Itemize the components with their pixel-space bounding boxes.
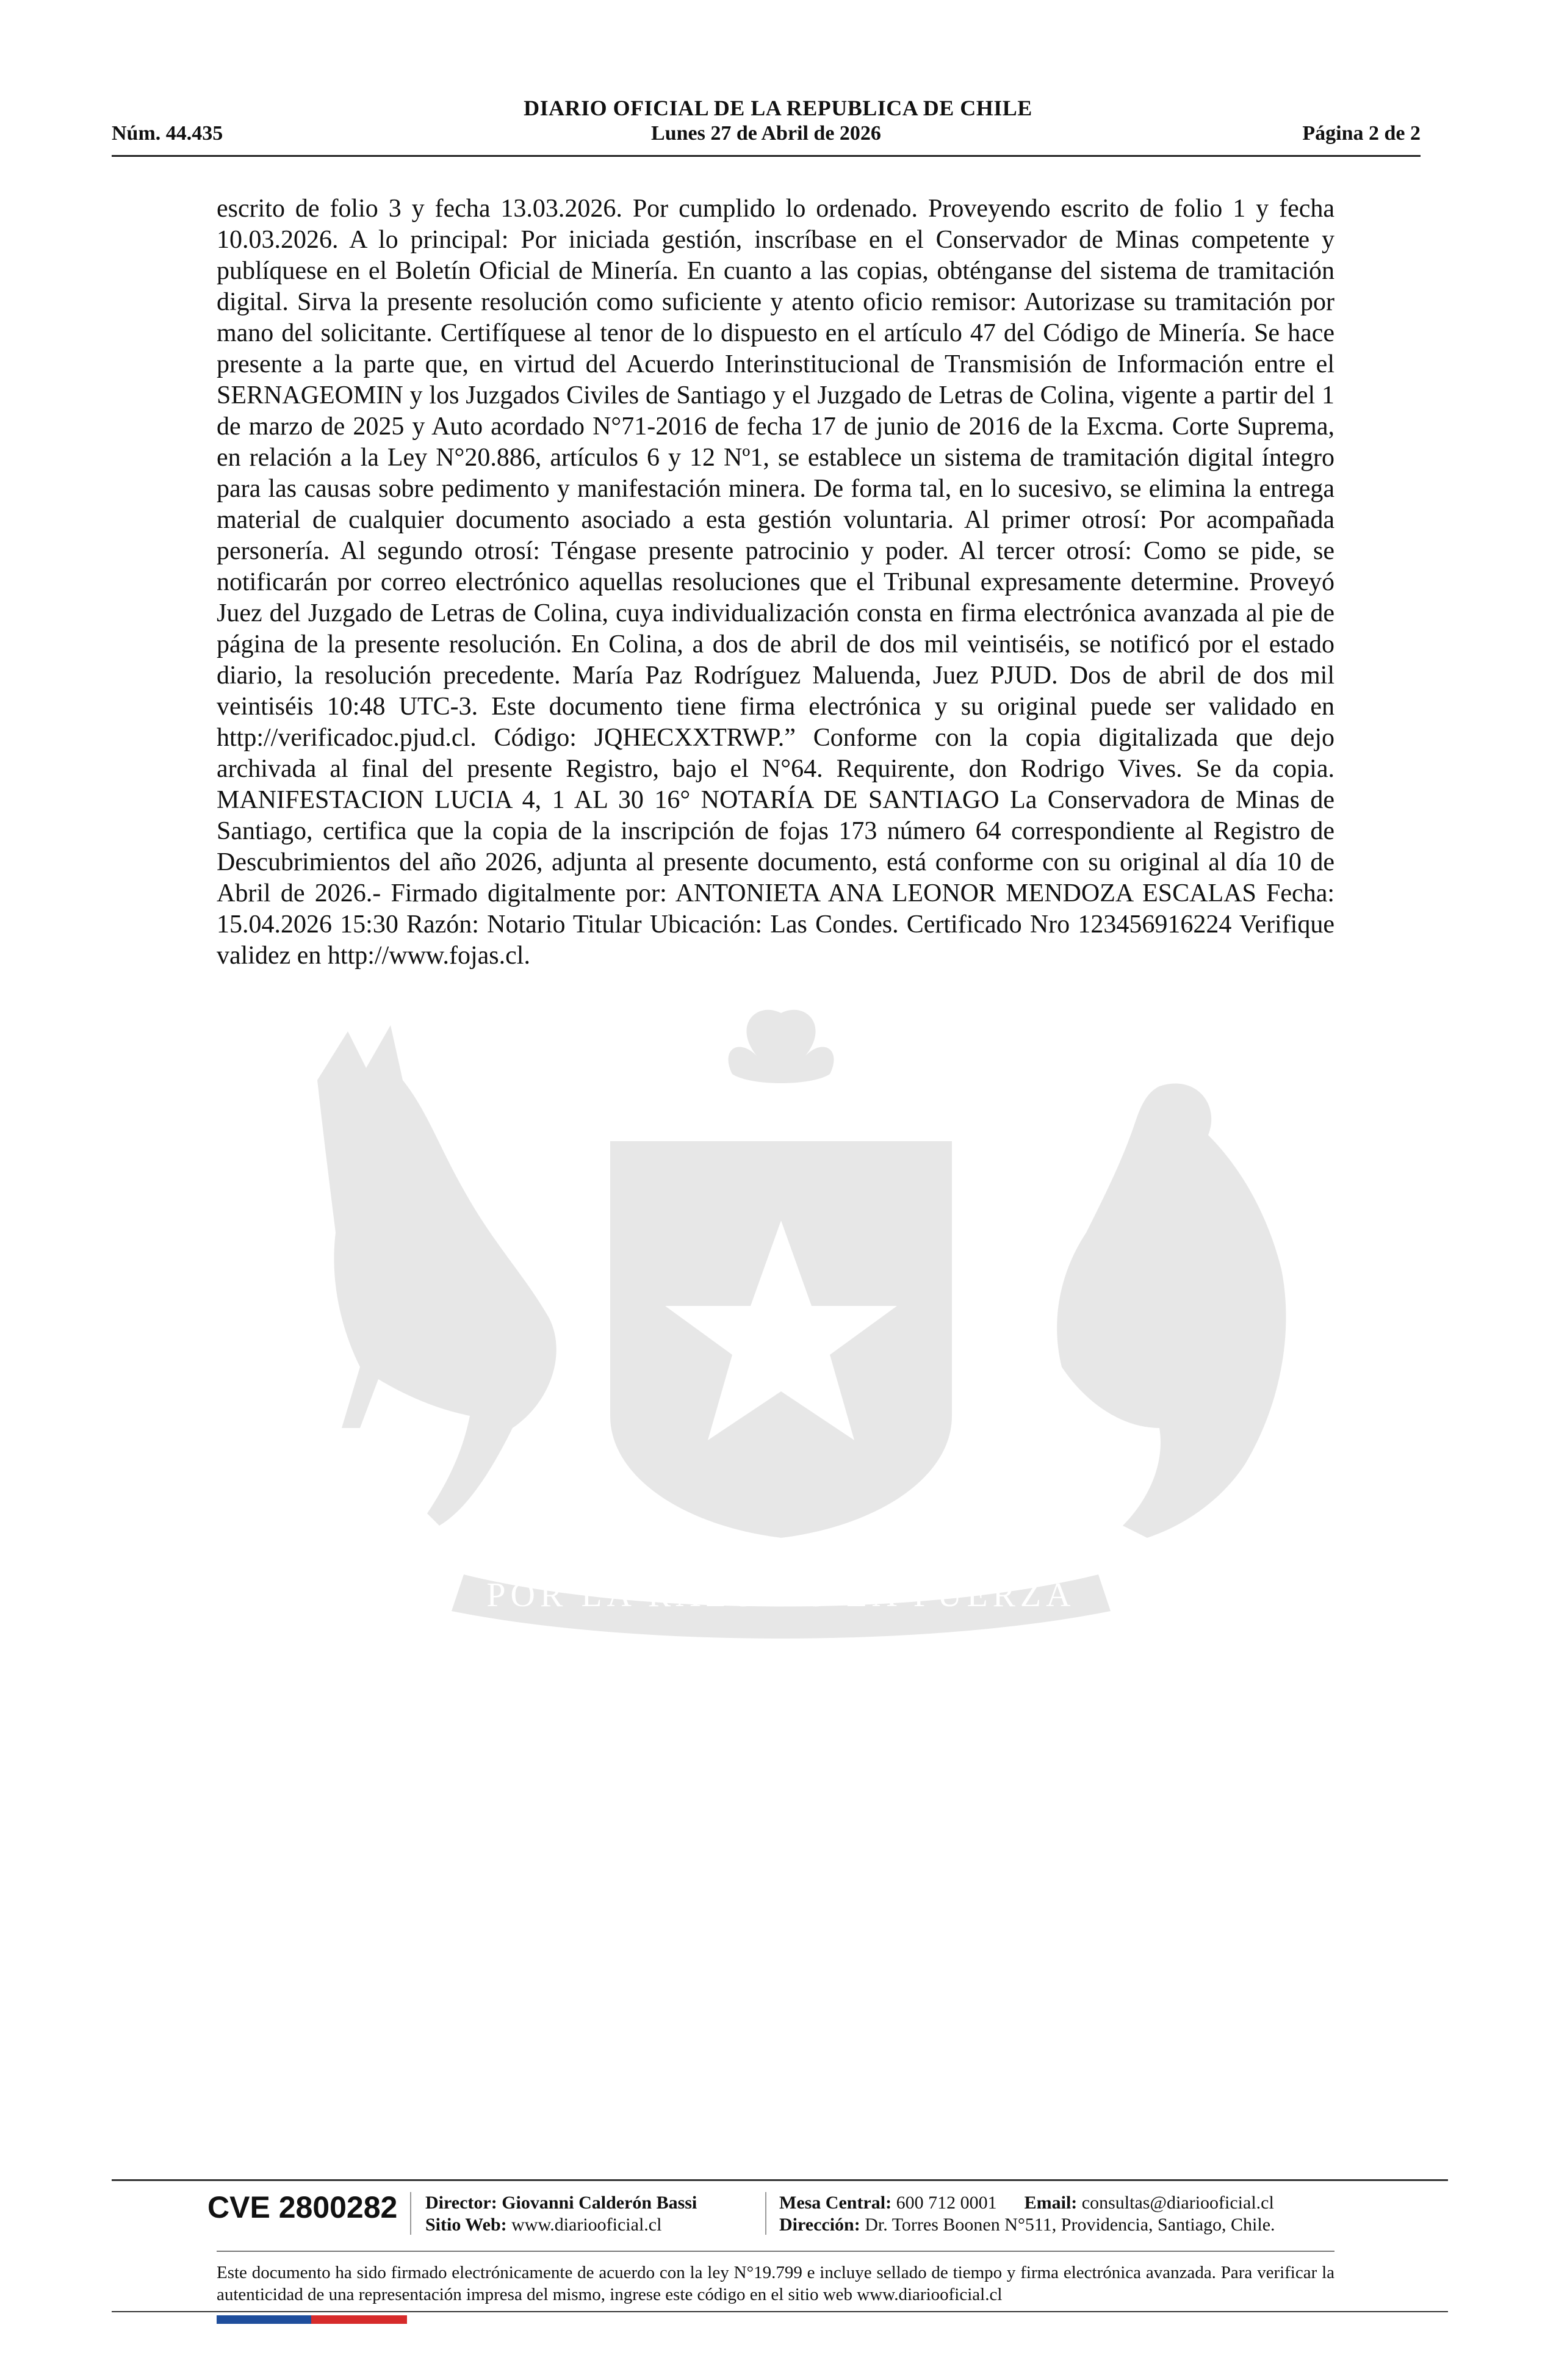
footer-separator (765, 2192, 766, 2235)
page-indicator: Página 2 de 2 (1302, 122, 1421, 145)
phone-label: Mesa Central: (779, 2193, 892, 2213)
website-label: Sitio Web: (425, 2215, 507, 2235)
address-text: Dr. Torres Boonen N°511, Providencia, Santiago, Chile. (865, 2215, 1275, 2235)
footer-top-divider (112, 2179, 1448, 2181)
footer-middle-divider (217, 2251, 1334, 2252)
phone-number: 600 712 0001 (896, 2193, 997, 2213)
issue-date: Lunes 27 de Abril de 2026 (651, 122, 881, 145)
electronic-signature-notice: Este documento ha sido firmado electrónicamente de acuerdo con la ley N°19.799 e incluye sellado de tiempo y firma electrónica avanzada. Para verificar la autenticidad de una representación impresa del mismo, ingrese este código en el sitio web www.diariooficial.cl (217, 2263, 1334, 2304)
director-name: Giovanni Calderón Bassi (502, 2193, 697, 2213)
document-body: escrito de folio 3 y fecha 13.03.2026. Por cumplido lo ordenado. Proveyendo escrito de folio 1 y fecha 10.03.2026. A lo principal: Por iniciada gestión, inscríbase en el Conservador de Minas competente y publíquese en el Boletín Oficial de Minería. En cuanto a las copias, obténganse del sistema de tramitación digital. Sirva la presente resolución como suficiente y atento oficio remisor: Autorizase su tramitación por mano del solicitante. Certifíquese al tenor de lo dispuesto en el artículo 47 del Código de Minería. Se hace presente a la parte que, en virtud del Acuerdo Interinstitucional de Transmisión de Información entre el SERNAGEOMIN y los Juzgados Civiles de Santiago y el Juzgado de Letras de Colina, vigente a partir del 1 de marzo de 2025 y Auto acordado N°71-2016 de fecha 17 de junio de 2016 de la Excma. Corte Suprema, en relación a la Ley N°20.886, artículos 6 y 12 Nº1, se establece un sistema de tramitación digital íntegro para las causas sobre pedimento y manifestación minera. De forma tal, en lo sucesivo, se elimina la entrega material de cualquier documento asociado a esta gestión voluntaria. Al primer otrosí: Por acompañada personería. Al segundo otrosí: Téngase presente patrocinio y poder. Al tercer otrosí: Como se pide, se notificarán por correo electrónico aquellas resoluciones que el Tribunal expresamente determine. Proveyó Juez del Juzgado de Letras de Colina, cuya individualización consta en firma electrónica avanzada al pie de página de la presente resolución. En Colina, a dos de abril de dos mil veintiséis, se notificó por el estado diario, la resolución precedente. María Paz Rodríguez Maluenda, Juez PJUD. Dos de abril de dos mil veintiséis 10:48 UTC-3. Este documento tiene firma electrónica y su original puede ser validado en http://verificadoc.pjud.cl. Código: JQHECXXTRWP.” Conforme con la copia digitalizada que dejo archivada al final del presente Registro, bajo el N°64. Requirente, don Rodrigo Vives. Se da copia. MANIFESTACION LUCIA 4, 1 AL 30 16° NOTARÍA DE SANTIAGO La Conservadora de Minas de Santiago, certifica que la copia de la inscripción de fojas 173 número 64 correspondiente al Registro de Descubrimientos del año 2026, adjunta al presente documento, está conforme con su original al día 10 de Abril de 2026.- Firmado digitalmente por: ANTONIETA ANA LEONOR MENDOZA ESCALAS Fecha: 15.04.2026 15:30 Razón: Notario Titular Ubicación: Las Condes. Certificado Nro 123456916224 Verifique validez en http://www.fojas.cl. (217, 195, 1334, 970)
address-label: Dirección: (779, 2215, 860, 2235)
director-label: Director: (425, 2193, 497, 2213)
flag-stripe-red (311, 2315, 407, 2324)
email-link[interactable]: consultas@diariooficial.cl (1081, 2193, 1274, 2213)
issue-number: Núm. 44.435 (112, 122, 223, 145)
plume-shape (729, 1010, 834, 1083)
header-divider (112, 155, 1421, 157)
flag-stripe-blue (217, 2315, 311, 2324)
huemul-shape (317, 1025, 556, 1526)
email-label: Email: (1024, 2193, 1078, 2213)
director-block (425, 2192, 697, 2236)
contact-block (779, 2192, 1275, 2236)
footer-bottom-divider (112, 2311, 1448, 2312)
condor-shape (1057, 1083, 1286, 1538)
footer-separator (410, 2192, 411, 2235)
cve-code: CVE 2800282 (207, 2190, 398, 2224)
website-link[interactable]: www.diariooficial.cl (511, 2215, 662, 2235)
newspaper-title: DIARIO OFICIAL DE LA REPUBLICA DE CHILE (524, 96, 1032, 120)
motto-text: POR LA RAZON O LA FUERZA (486, 1576, 1076, 1614)
coat-of-arms-watermark (207, 989, 1355, 1648)
